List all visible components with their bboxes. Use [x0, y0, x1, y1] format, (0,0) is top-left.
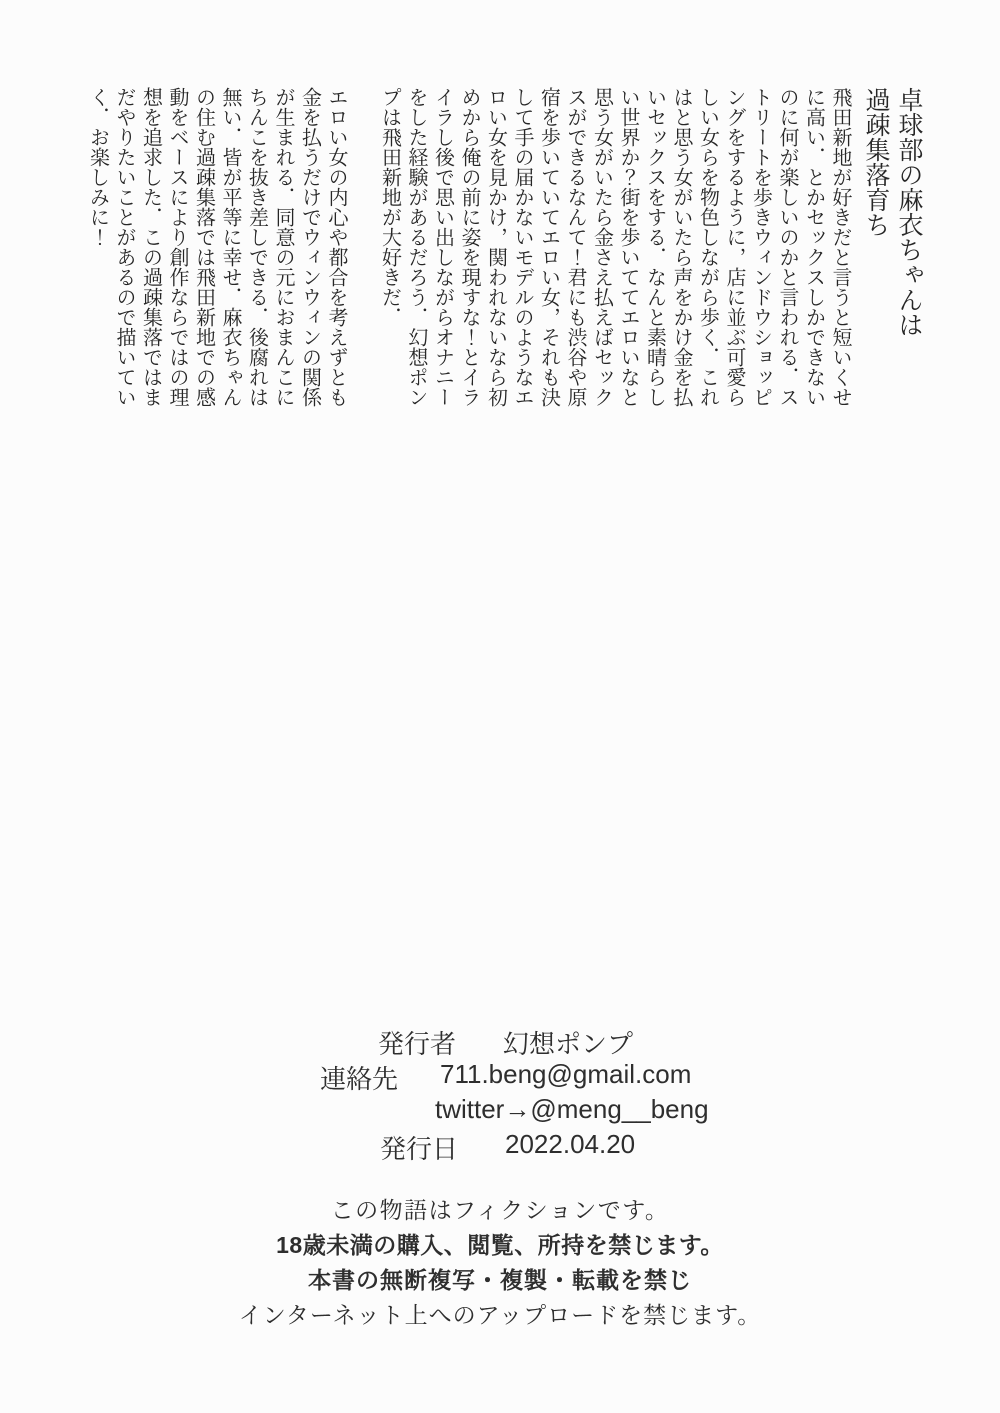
disclaimer-no-upload: インターネット上へのアップロードを禁じます。	[238, 1302, 762, 1328]
disclaimer	[0, 1198, 1000, 1338]
disclaimer-fiction-notice: この物語はフィクションです。	[330, 1197, 670, 1223]
afterword-title-line-2: 過疎集落育ち	[862, 87, 890, 237]
publish-date-value: 2022.04.20	[505, 1129, 636, 1159]
publisher-name: 幻想ポンプ	[503, 1029, 634, 1059]
publisher-label: 発行者	[378, 1029, 457, 1059]
disclaimer-no-reproduction: 本書の無断複写・複製・転載を禁じ	[308, 1267, 692, 1293]
contact-label: 連絡先	[320, 1064, 399, 1094]
afterword-paragraph-1: 飛田新地が好きだと言うと短いくせに高い．とかセックスしかできないのに何が楽しいのかと言われる．ストリートを歩きウィンドウショッピングをするように，店に並ぶ可愛らしい女らを物色しながら歩く．これはと思う女がいたら声をかけ金を払いセックスをする．なんと素晴らしい世界か？街を歩いててエロいなと思う女がいたら金さえ払えばセックスができるなんて！君にも渋谷や原宿を歩いていてエロい女，それも決して手の届かないモデルのようなエロい女を見かけ，関われないなら初めから俺の前に姿を現すな！とイライラし後で思い出しながらオナニーをした経験があるだろう．幻想ポンプは飛田新地が大好きだ．	[378, 87, 851, 407]
publish-date-label: 発行日	[380, 1134, 459, 1164]
afterword-title	[859, 87, 925, 409]
contact-email: 711.beng@gmail.com	[440, 1059, 692, 1089]
afterword-vertical-text	[84, 87, 925, 409]
afterword-title-line-1: 卓球部の麻衣ちゃんは	[895, 87, 923, 337]
contact-twitter: twitter→@meng__beng	[435, 1094, 709, 1124]
afterword-paragraph-2: エロい女の内心や都合を考えずとも金を払うだけでウィンウィンの関係が生まれる．同意の元におまんこにちんこを抜き差しできる．後腐れは無い．皆が平等に幸せ．麻衣ちゃんの住む過疎集落では飛田新地での感動をベースにより創作ならではの理想を追求した．この過疎集落ではまだやりたいことがあるので描いていく．お楽しみに！	[86, 87, 347, 407]
disclaimer-age-restriction: 18歳未満の購入、閲覧、所持を禁じます。	[276, 1232, 724, 1258]
